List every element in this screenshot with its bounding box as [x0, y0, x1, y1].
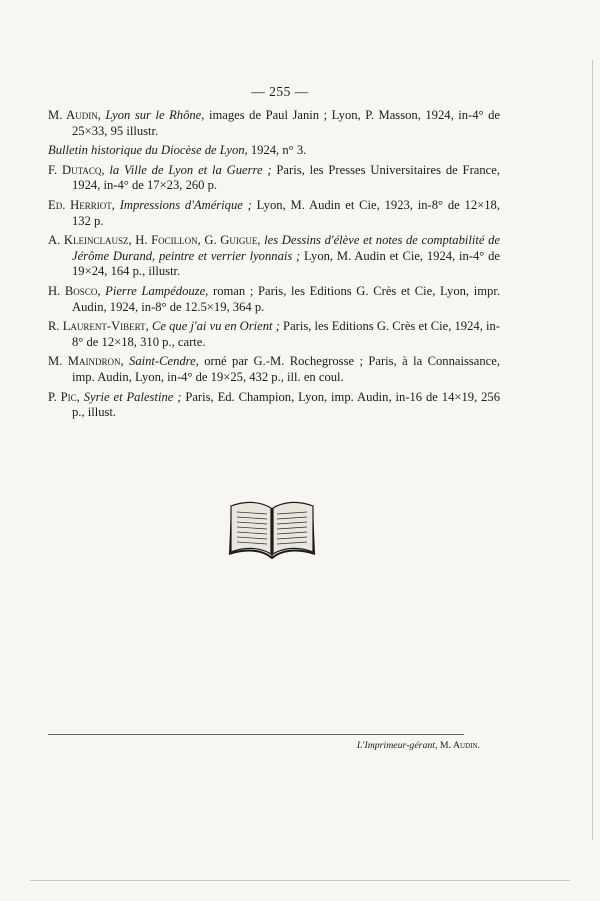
entry-author: H. Bosco, [48, 283, 101, 298]
bibliography-entry [48, 143, 500, 159]
entry-details: Paris, les Presses Universitaires de France, 1924, in-4° de 17×23, 260 p. [72, 162, 500, 193]
entry-title: Pierre Lampédouze, [105, 283, 209, 298]
bibliography-entry [48, 108, 500, 139]
entry-title: Impressions d'Amérique ; [119, 197, 252, 212]
bibliography-entry [48, 390, 500, 421]
entry-title: Ce que j'ai vu en Orient ; [151, 319, 280, 334]
entry-title: la Ville de Lyon et la Guerre ; [109, 162, 272, 177]
imprint-label: L'Imprimeur-gérant, [356, 740, 438, 751]
entry-details: Lyon, M. Audin et Cie, 1924, in-4° de 19×24, 164 p., illustr. [72, 248, 500, 279]
entry-author: F. Dutacq, [48, 162, 105, 177]
bibliography-entry [48, 354, 500, 385]
entry-author: R. Laurent-Vibert, [48, 319, 149, 334]
entry-details: roman ; Paris, les Editions G. Crès et Cie, Lyon, impr. Audin, 1924, in-8° de 12.5×19, 364 p. [72, 283, 500, 314]
entry-details: 1924, n° 3. [247, 143, 307, 158]
scan-edge-bottom [30, 880, 570, 881]
entry-author: M. Audin, [48, 108, 101, 122]
bibliography-entry [48, 319, 500, 350]
entry-title: Syrie et Palestine ; [83, 389, 182, 404]
footer-rule [48, 734, 464, 735]
page-number: — 255 — [251, 84, 309, 99]
entry-details: images de Paul Janin ; Lyon, P. Masson, 1924, in-4° de 25×33, 95 illustr. [72, 108, 500, 138]
entry-details: Paris, Ed. Champion, Lyon, imp. Audin, in-16 de 14×19, 256 p., illust. [72, 389, 501, 420]
entry-title: Saint-Cendre, [129, 354, 199, 369]
imprint-line [320, 740, 480, 751]
entry-details: orné par G.-M. Rochegrosse ; Paris, à la Connaissance, imp. Audin, Lyon, in-4° de 19×25, 432 p., ill. en coul. [72, 354, 500, 384]
bibliography-entry [48, 198, 500, 229]
bibliography-list [48, 108, 500, 425]
imprint-name: M. Audin. [439, 740, 480, 751]
entry-author: A. Kleinclausz, H. Focillon, G. Guigue, [48, 233, 261, 248]
entry-title: Lyon sur le Rhône, [105, 108, 205, 122]
bibliography-entry [48, 233, 500, 280]
scan-edge-right [592, 60, 593, 840]
entry-author: M. Maindron, [48, 354, 124, 369]
entry-details: Paris, les Editions G. Crès et Cie, 1924, in-8° de 12×18, 310 p., carte. [72, 319, 500, 349]
bibliography-entry [48, 163, 500, 194]
entry-details: Lyon, M. Audin et Cie, 1923, in-8° de 12×18, 132 p. [72, 197, 500, 228]
entry-title: Bulletin historique du Diocèse de Lyon, [48, 143, 248, 158]
entry-author: Ed. Herriot, [48, 197, 115, 212]
bibliography-entry [48, 284, 500, 315]
entry-title: les Dessins d'élève et notes de comptabilité de Jérôme Durand, peintre et verrier lyonnais ; [72, 233, 501, 263]
entry-author: P. Pic, [48, 389, 80, 404]
open-book-icon [227, 492, 317, 560]
